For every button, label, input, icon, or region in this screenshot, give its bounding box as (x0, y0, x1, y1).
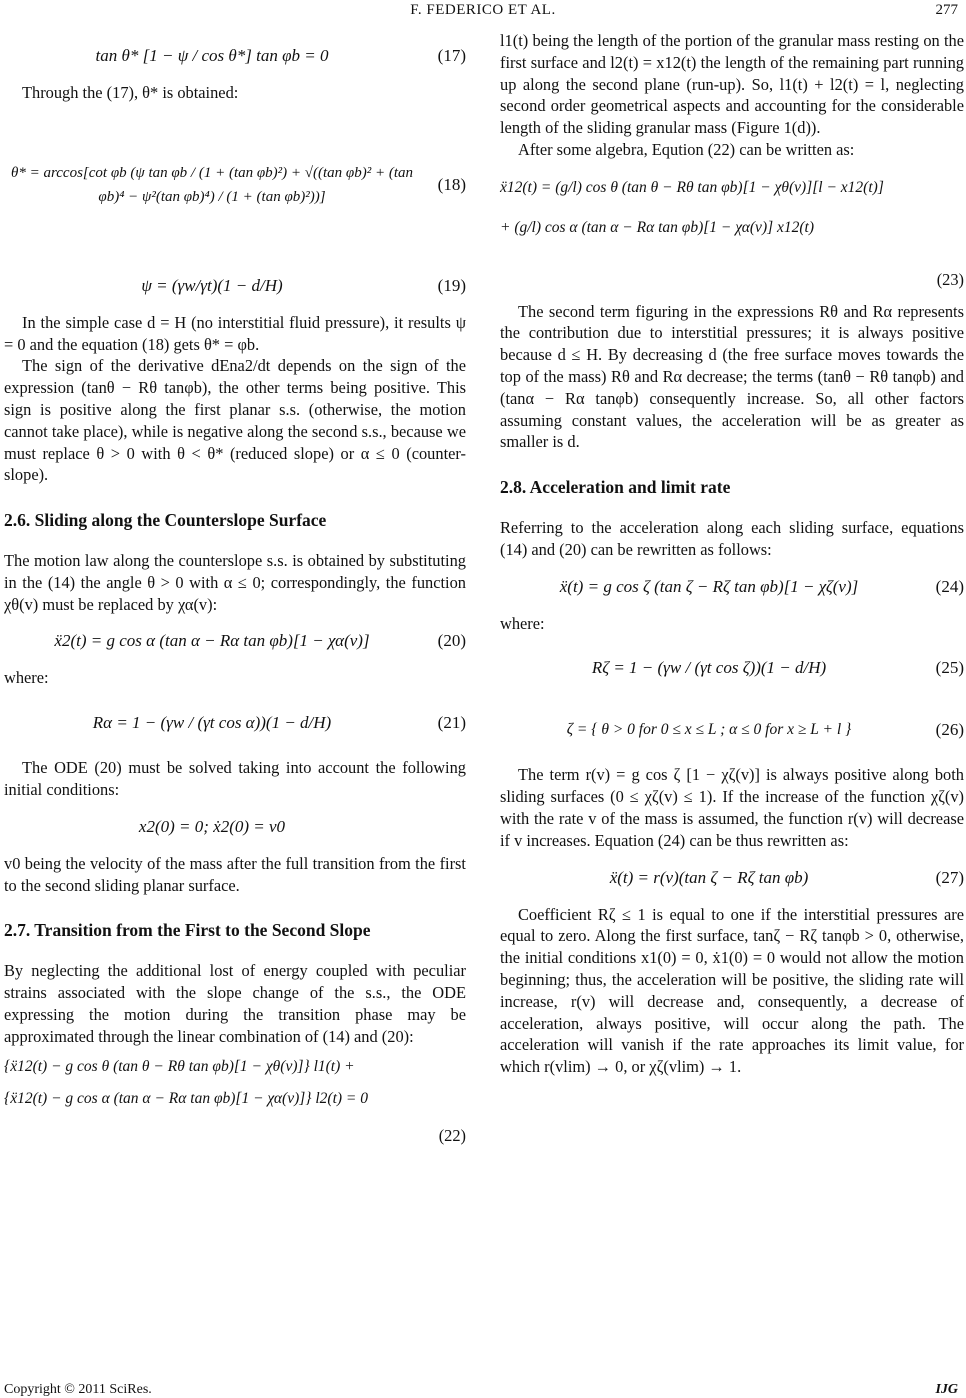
equation-27-math: ẍ(t) = r(v)(tan ζ − Rζ tan φb) (609, 867, 809, 887)
paragraph: where: (4, 668, 49, 688)
equation-17-number: (17) (437, 46, 466, 66)
equation-22a-math: {ẍ12(t) − g cos θ (tan θ − Rθ tan φb)[1 − χθ(v)]} l1(t) + (4, 1058, 355, 1076)
equation-25-math: Rζ = 1 − (γw / (γt cos ζ))(1 − d/H) (591, 658, 827, 678)
equation-18-math: θ* = arccos[cot φb (ψ tan φb / (1 + (tan φb)²) + √((tan φb)² + (tan φb)⁴ − ψ²(tan φb)⁴) / (1 + (tan φb)²))] (11, 164, 413, 205)
paragraph: v0 being the velocity of the mass after the full transition from the first to the second sliding planar surface. (4, 853, 466, 895)
equation-22-line-2 (4, 1085, 466, 1113)
equation-26-math: ζ = { θ > 0 for 0 ≤ x ≤ L ; α ≤ 0 for x ≥ L + l } (566, 721, 852, 739)
equation-24-number: (24) (935, 576, 964, 596)
section-heading-2-6: 2.6. Sliding along the Counterslope Surface (4, 510, 327, 531)
paragraph: Through the (17), θ* is obtained: (22, 83, 239, 102)
equation-23-line-1 (500, 171, 964, 205)
equation-23-number: (23) (936, 269, 964, 289)
equation-20-number: (20) (437, 631, 466, 651)
right-column (500, 30, 964, 1078)
equation-21-number: (21) (437, 713, 466, 733)
paragraph: The term r(v) = g cos ζ [1 − χζ(v)] is always positive along both sliding surfaces (0 ≤ χζ(v) ≤ 1). If the increase of the function χζ(v) with the rate v of the mass is assumed, the function r(v) will decrease if v increases. Equation (24) can be thus rewritten as: (500, 765, 964, 850)
equation-19-number: (19) (437, 275, 466, 295)
equation-19 (4, 266, 466, 306)
equation-25-number: (25) (935, 658, 964, 678)
equation-26 (500, 702, 964, 758)
equation-25 (500, 640, 964, 696)
running-head-authors: F. FEDERICO ET AL. (410, 2, 556, 18)
equation-23a-math: ẍ12(t) = (g/l) cos θ (tan θ − Rθ tan φb)[1 − χθ(v)][l − x12(t)] (500, 178, 884, 196)
page-number: 277 (935, 2, 958, 18)
journal-abbreviation: IJG (935, 1382, 958, 1397)
equation-24-math: ẍ(t) = g cos ζ (tan ζ − Rζ tan φb)[1 − χζ(v)] (559, 576, 859, 596)
paragraph: The second term figuring in the expressions Rθ and Rα represents the contribution due to interstitial pressures; it is always positive because d ≤ H. By decreasing d (the free surface moves towards the top of the mass) Rθ and Rα decrease; the terms (tanθ − Rθ tanφb) and (tanα − Rα tanφb) consequently increase. So, all other factors assuming constant values, the acceleration will be as greater as smaller is d. (500, 301, 964, 452)
equation-21-math: Rα = 1 − (γw / (γt cos α))(1 − d/H) (92, 713, 332, 733)
paragraph: The sign of the derivative dEna2/dt depends on the sign of the expression (tanθ − Rθ tanφb), the other terms being positive. This sign is positive along the first planar s.s. (otherwise, the motion cannot take place), while is negative along the second s.s., because we must replace θ > 0 with θ < θ* (reduced slope) or α ≤ 0 (counter-slope). (4, 356, 466, 485)
paragraph: The ODE (20) must be solved taking into account the following initial conditions: (4, 758, 466, 799)
equation-24 (500, 567, 964, 607)
equation-27 (500, 858, 964, 898)
paragraph: By neglecting the additional lost of energy coupled with peculiar strains associated with the slope change of the s.s., the ODE expressing the motion during the transition phase may be approximated through the linear combination of (14) and (20): (4, 961, 466, 1046)
initial-conditions-math: x2(0) = 0; ẋ2(0) = v0 (138, 816, 286, 836)
equation-27-number: (27) (935, 867, 964, 887)
equation-17 (4, 36, 466, 76)
equation-17-math: tan θ* [1 − ψ / cos θ*] tan φb = 0 (95, 46, 329, 66)
paragraph: l1(t) being the length of the portion of the granular mass resting on the first surface and l2(t) = x12(t) the length of the remaining part running up along the second plane (run-up). So, l1(t) + l2(t) = l, neglecting second order geometrical aspects and accounting for the considerable length of the sliding granular mass (Figure 1(d)). (500, 31, 964, 138)
copyright-notice: Copyright © 2011 SciRes. (4, 1382, 152, 1397)
equation-22-number: (22) (438, 1126, 466, 1146)
paragraph: The motion law along the counterslope s.s. is obtained by substituting in the (14) the angle θ > 0 with α ≤ 0; correspondingly, the function χθ(v) must be replaced by χα(v): (4, 550, 466, 614)
equation-18-number: (18) (437, 174, 466, 194)
equation-20-math: ẍ2(t) = g cos α (tan α − Rα tan φb)[1 − χα(v)] (54, 631, 370, 651)
paragraph: After some algebra, Eqution (22) can be written as: (518, 139, 855, 159)
left-column (4, 30, 466, 1147)
equation-23b-math: + (g/l) cos α (tan α − Rα tan φb)[1 − χα(v)] x12(t) (500, 218, 815, 236)
paragraph: where: (500, 613, 545, 633)
equation-22-line-1 (4, 1053, 466, 1081)
equation-21 (4, 695, 466, 751)
paragraph: Referring to the acceleration along each sliding surface, equations (14) and (20) can be rewritten as follows: (500, 517, 964, 559)
equation-18 (4, 110, 466, 260)
equation-22b-math: {ẍ12(t) − g cos α (tan α − Rα tan φb)[1 − χα(v)]} l2(t) = 0 (4, 1090, 369, 1108)
equation-19-math: ψ = (γw/γt)(1 − d/H) (141, 275, 283, 295)
section-heading-2-8: 2.8. Acceleration and limit rate (500, 477, 731, 498)
equation-20 (4, 621, 466, 661)
equation-23-line-2 (500, 211, 964, 245)
section-heading-2-7: 2.7. Transition from the First to the Second Slope (4, 920, 371, 941)
equation-26-number: (26) (935, 720, 964, 740)
paragraph: Coefficient Rζ ≤ 1 is equal to one if the interstitial pressures are equal to zero. Along the first surface, tanζ − Rζ tanφb > 0, otherwise, the initial conditions x1(0) = 0, ẋ1(0) = 0 would not allow the motion beginning; thus, the acceleration will be positive, the sliding rate will increase, r(v) will decrease and, consequently, a decrease of acceleration, always positive, will occur along the path. The acceleration will vanish if the rate approaches its limit value, for which r(vlim) → 0, or χζ(vlim) → 1. (500, 904, 964, 1077)
initial-conditions (4, 807, 466, 847)
paragraph: In the simple case d = H (no interstitial fluid pressure), it results ψ = 0 and the equation (18) gets θ* = φb. (4, 312, 466, 354)
